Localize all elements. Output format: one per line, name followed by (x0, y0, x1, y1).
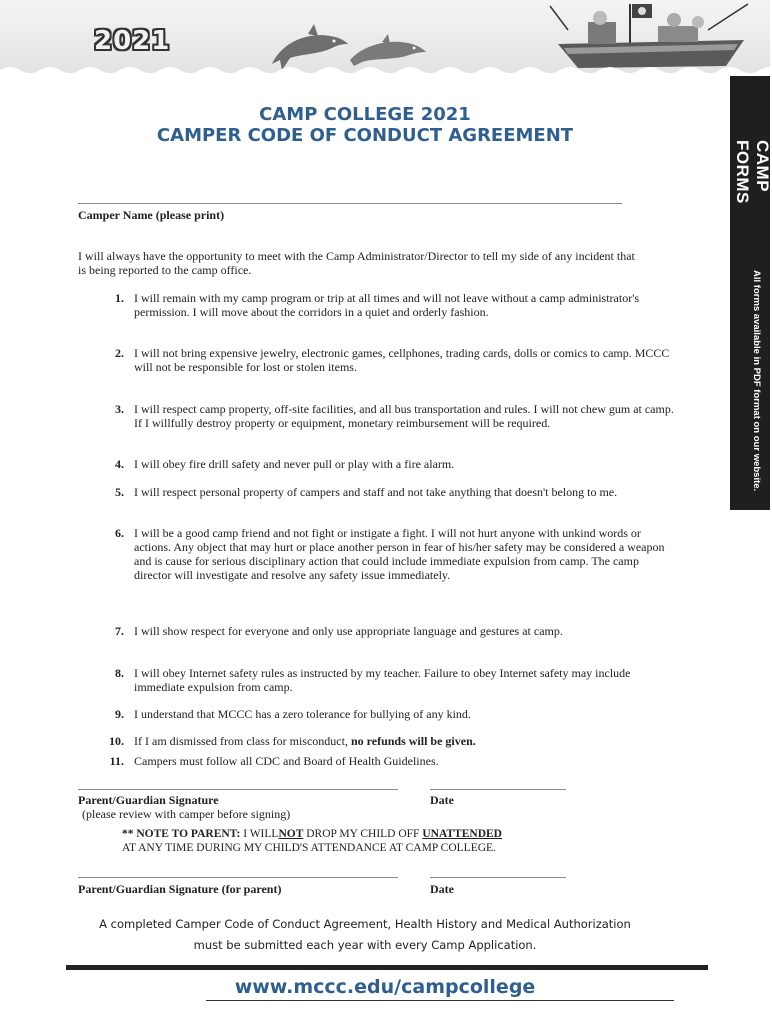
rule-number: 1. (115, 291, 124, 305)
parent-signature2-line[interactable] (78, 877, 398, 878)
rule-text: I will be a good camp friend and not fight or instigate a fight. I will not hurt anyone with unkind words or actions. Any object that may hurt or place another person in fear of his/her safety may be considered a weapon and is cause for serious disciplinary action that could include immediate expulsion from camp. The camp director will investigate and resolve any safety issue immediately. (134, 526, 665, 582)
page-title: CAMP COLLEGE 2021 (259, 104, 471, 125)
website-link[interactable]: www.mccc.edu/campcollege (234, 976, 536, 998)
footer-line1: A completed Camper Code of Conduct Agreement, Health History and Medical Authorization (99, 917, 631, 931)
rule-text: I understand that MCCC has a zero tolerance for bullying of any kind. (134, 707, 471, 721)
no-refunds-text: no refunds will be given. (350, 734, 476, 748)
date-line[interactable] (430, 789, 566, 790)
note-part1: I WILL (243, 828, 279, 840)
camper-name-line[interactable] (78, 203, 622, 204)
rule-number: 8. (115, 666, 124, 680)
note-prefix: ** NOTE TO PARENT: (122, 828, 241, 840)
rule-text: I will respect camp property, off-site facilities, and all bus transportation and rules. I will not chew gum at camp. If I willfully destroy property or equipment, monetary reimbursement will be required. (134, 402, 674, 430)
intro-paragraph: I will always have the opportunity to meet with the Camp Administrator/Director to tell my side of any incident that is being reported to the camp office. (78, 249, 635, 277)
footer-line2: must be submitted each year with every Camp Application. (193, 938, 537, 952)
rule-text: I will not bring expensive jewelry, electronic games, cellphones, trading cards, dolls or comics to camp. MCCC will not be responsible for lost or stolen items. (134, 346, 670, 374)
rule-text: I will obey Internet safety rules as instructed by my teacher. Failure to obey Internet safety may include immediate expulsion from camp. (134, 666, 631, 694)
rule-text: I will show respect for everyone and only use appropriate language and gestures at camp. (134, 624, 563, 638)
note-to-parent (122, 827, 502, 841)
date-label: Date (430, 793, 454, 807)
wave-edge-decoration (0, 62, 770, 80)
rule-number: 2. (115, 346, 124, 360)
footer-divider (66, 965, 708, 970)
parent-signature-line[interactable] (78, 789, 398, 790)
header-banner (0, 0, 770, 78)
rule-text: Campers must follow all CDC and Board of Health Guidelines. (134, 754, 439, 768)
rule-text (134, 734, 674, 748)
url-underline (206, 1000, 674, 1001)
rule-number: 6. (115, 526, 124, 540)
rule-number: 5. (115, 485, 124, 499)
date2-line[interactable] (430, 877, 566, 878)
note-part2: DROP MY CHILD OFF (306, 828, 420, 840)
signature-note: (please review with camper before signing) (82, 807, 291, 821)
rule-number: 9. (115, 707, 124, 721)
note-unattended: UNATTENDED (422, 828, 502, 840)
sidebar-subtitle: All forms available in PDF format on our website. (751, 270, 762, 492)
rule-number: 3. (115, 402, 124, 416)
parent-signature-label: Parent/Guardian Signature (78, 793, 219, 807)
rule-number: 11. (109, 754, 124, 768)
parent-signature2-label: Parent/Guardian Signature (for parent) (78, 882, 282, 896)
rule-number: 7. (115, 624, 124, 638)
rule-text: I will remain with my camp program or trip at all times and will not leave without a camp administrator's permission. I will move about the corridors in a quiet and orderly fashion. (134, 291, 640, 319)
rule-number: 10. (109, 734, 124, 748)
sidebar-title: CAMP FORMS (733, 140, 772, 204)
rule-text-main: If I am dismissed from class for misconduct, (134, 734, 348, 748)
rule-text: I will respect personal property of campers and staff and not take anything that doesn't belong to me. (134, 485, 618, 499)
camper-name-label: Camper Name (please print) (78, 208, 225, 222)
note-not: NOT (278, 828, 304, 840)
rule-number: 4. (115, 457, 124, 471)
year-logo: 2021 (94, 26, 171, 56)
note-line2: AT ANY TIME DURING MY CHILD'S ATTENDANCE AT CAMP COLLEGE. (122, 842, 496, 854)
rule-text: I will obey fire drill safety and never pull or play with a fire alarm. (134, 457, 455, 471)
date2-label: Date (430, 882, 454, 896)
page-subtitle: CAMPER CODE OF CONDUCT AGREEMENT (156, 125, 574, 146)
